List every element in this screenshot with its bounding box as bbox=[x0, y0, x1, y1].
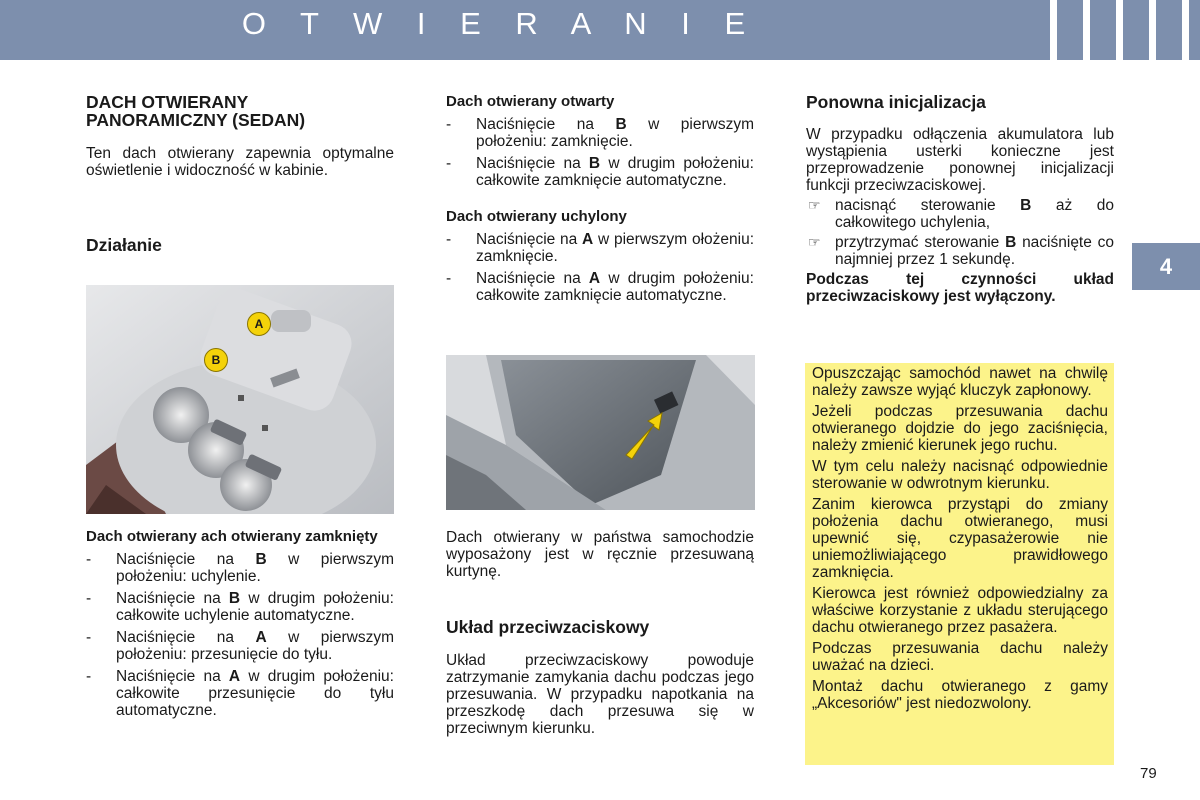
list-item-text: Naciśnięcie na A w drugim położeniu: całkowite zamknięcie automatyczne. bbox=[476, 270, 754, 304]
header-stripe bbox=[1083, 0, 1090, 60]
list-item bbox=[86, 590, 394, 624]
column-1 bbox=[86, 93, 394, 254]
list-item-text: Naciśnięcie na B w pierwszym położeniu: zamknięcie. bbox=[476, 116, 754, 150]
instruction-list bbox=[446, 231, 754, 304]
list-item-text: przytrzymać sterowanie B naciśnięte co najmniej przez 1 sekundę. bbox=[835, 234, 1115, 268]
subheading: Dach otwierany uchylony bbox=[446, 208, 627, 225]
list-marker: - bbox=[446, 231, 452, 248]
roof-console-photo bbox=[86, 285, 394, 514]
button-b-marker: B bbox=[204, 348, 228, 372]
column-2-lower bbox=[446, 529, 754, 737]
list-item-text: Naciśnięcie na B w drugim położeniu: całkowite zamknięcie automatyczne. bbox=[476, 155, 754, 189]
list-marker: - bbox=[86, 590, 92, 607]
section-heading: Układ przeciwzaciskowy bbox=[446, 617, 650, 637]
sunroof-curtain-photo bbox=[446, 355, 755, 510]
list-item bbox=[446, 231, 754, 265]
reinit-paragraph: W przypadku odłączenia akumulatora lub wystąpienia usterki konieczne jest przeprowadzenie ponownej inicjalizacji funkcji przeciwzaciskowej. bbox=[806, 126, 1114, 194]
page-number: 79 bbox=[1140, 765, 1157, 782]
note-paragraph: Podczas przesuwania dachu należy uważać na dzieci. bbox=[812, 640, 1108, 674]
instruction-list bbox=[446, 116, 754, 189]
page-header bbox=[0, 0, 1200, 60]
list-item bbox=[86, 668, 394, 719]
chapter-tab: 4 bbox=[1132, 243, 1200, 290]
list-marker: - bbox=[446, 270, 452, 287]
list-marker: - bbox=[86, 668, 92, 685]
list-item bbox=[446, 155, 754, 189]
curtain-paragraph: Dach otwierany w państwa samochodzie wyposażony jest w ręcznie przesuwaną kurtynę. bbox=[446, 529, 754, 580]
header-stripe bbox=[1050, 0, 1057, 60]
bold-warning: Podczas tej czynności układ przeciwzaciskowy jest wyłączony. bbox=[806, 271, 1114, 305]
warning-note-box bbox=[805, 363, 1114, 765]
list-marker: - bbox=[86, 629, 92, 646]
column-2 bbox=[446, 93, 754, 309]
list-item bbox=[86, 551, 394, 585]
anti-pinch-paragraph: Układ przeciwzaciskowy powoduje zatrzymanie zamykania dachu podczas jego przesuwania. W przypadku napotkania na przeszkodę dach przesuwa się w przeciwnym kierunku. bbox=[446, 652, 754, 737]
list-item bbox=[446, 116, 754, 150]
pointing-hand-icon: ☞ bbox=[808, 234, 821, 250]
note-paragraph: Zanim kierowca przystąpi do zmiany położenia dachu otwieranego, musi upewnić się, czypasażerowie nie uniemożliwiającego prawidłowego zamknięcia. bbox=[812, 496, 1108, 581]
column-1-lower bbox=[86, 528, 394, 724]
intro-paragraph: Ten dach otwierany zapewnia optymalne oświetlenie i widoczność w kabinie. bbox=[86, 145, 394, 179]
list-item-text: Naciśnięcie na A w pierwszym położeniu: przesunięcie do tyłu. bbox=[116, 629, 394, 663]
section-heading: DACH OTWIERANY PANORAMICZNY (SEDAN) bbox=[86, 92, 306, 130]
section-heading: Ponowna inicjalizacja bbox=[806, 92, 986, 112]
list-item-text: Naciśnięcie na B w drugim położeniu: całkowite uchylenie automatyczne. bbox=[116, 590, 394, 624]
list-marker: - bbox=[86, 551, 92, 568]
list-item bbox=[86, 629, 394, 663]
note-paragraph: Opuszczając samochód nawet na chwilę należy zawsze wyjąć kluczyk zapłonowy. bbox=[812, 365, 1108, 399]
header-stripe bbox=[1149, 0, 1156, 60]
subheading: Dach otwierany ach otwierany zamknięty bbox=[86, 528, 378, 545]
instruction-list bbox=[86, 551, 394, 719]
list-item bbox=[806, 197, 1114, 231]
list-item-text: Naciśnięcie na B w pierwszym położeniu: uchylenie. bbox=[116, 551, 394, 585]
subheading: Dach otwierany otwarty bbox=[446, 93, 615, 110]
list-item bbox=[806, 234, 1114, 268]
header-stripe bbox=[1182, 0, 1189, 60]
column-3 bbox=[806, 93, 1114, 305]
warning-note-text bbox=[812, 365, 1108, 716]
note-paragraph: Jeżeli podczas przesuwania dachu otwieranego dojdzie do jego zaciśnięcia, należy zmienić kierunek jego ruchu. bbox=[812, 403, 1108, 454]
note-paragraph: Montaż dachu otwieranego z gamy „Akcesoriów" jest niedozwolony. bbox=[812, 678, 1108, 712]
button-a-marker: A bbox=[247, 312, 271, 336]
pointing-hand-icon: ☞ bbox=[808, 197, 821, 213]
header-stripe bbox=[1116, 0, 1123, 60]
list-item bbox=[446, 270, 754, 304]
instruction-list bbox=[806, 197, 1114, 268]
list-item-text: Naciśnięcie na A w drugim położeniu: całkowite przesunięcie do tyłu automatyczne. bbox=[116, 668, 394, 719]
section-heading: Działanie bbox=[86, 235, 162, 255]
list-marker: - bbox=[446, 155, 452, 172]
list-item-text: nacisnąć sterowanie B aż do całkowitego uchylenia, bbox=[835, 197, 1114, 231]
page-title: O T W I E R A N I E bbox=[241, 6, 759, 41]
note-paragraph: Kierowca jest również odpowiedzialny za właściwe korzystanie z układu sterującego dachu otwieranego przez pasażera. bbox=[812, 585, 1108, 636]
list-marker: - bbox=[446, 116, 452, 133]
list-item-text: Naciśnięcie na A w pierwszym ołożeniu: zamknięcie. bbox=[476, 231, 754, 265]
note-paragraph: W tym celu należy nacisnąć odpowiednie sterowanie w odwrotnym kierunku. bbox=[812, 458, 1108, 492]
